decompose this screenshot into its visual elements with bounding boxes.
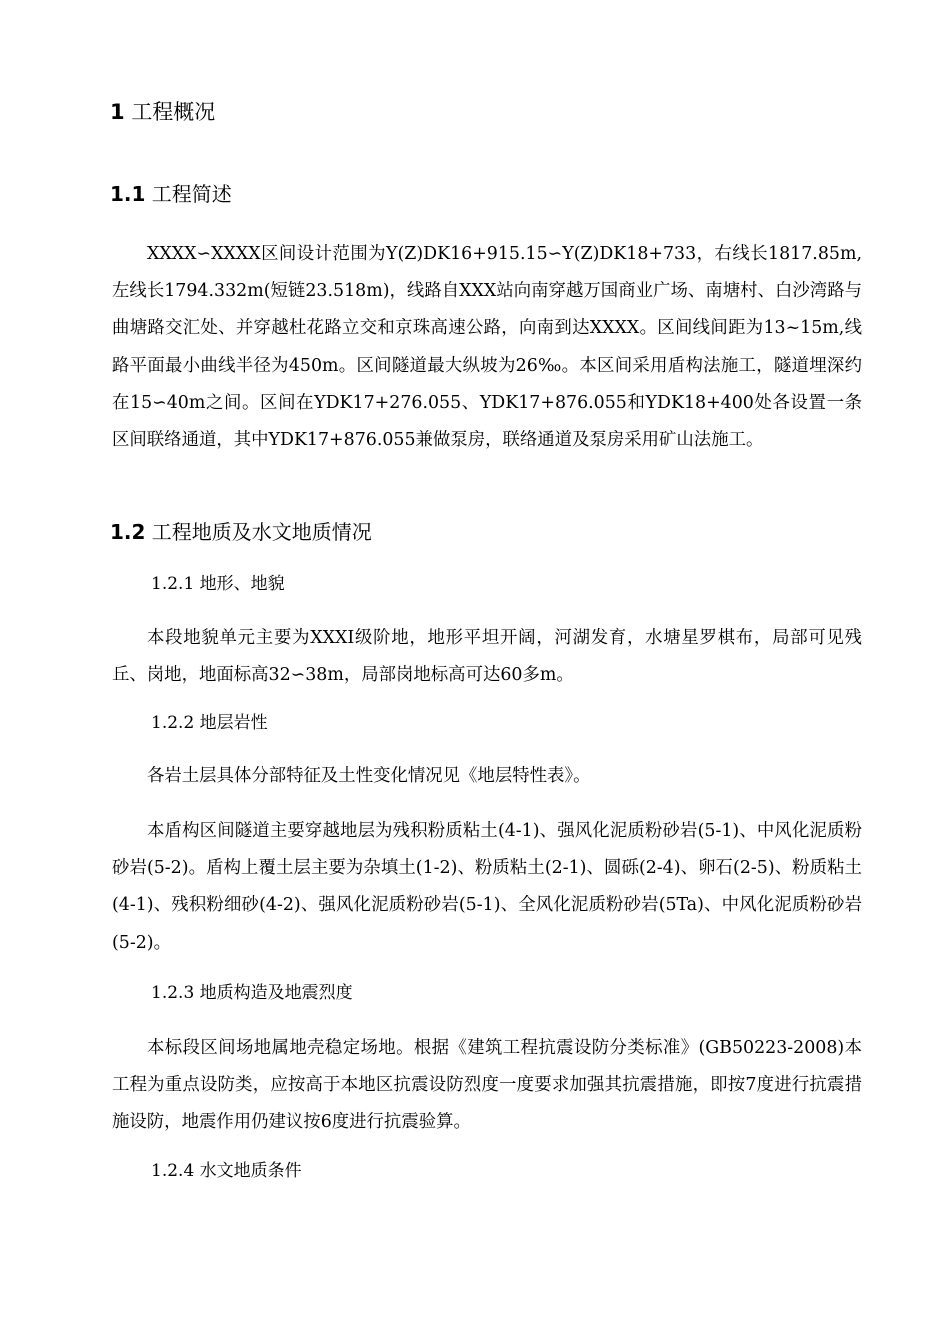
heading-1-1 <box>110 179 232 209</box>
paragraph-strata-reference: 各岩土层具体分部特征及土性变化情况见《地层特性表》。 <box>147 766 591 786</box>
heading-1-2-number: 1.2 <box>110 520 146 544</box>
heading-1-2 <box>110 517 372 547</box>
heading-1-2-4: 1.2.4 水文地质条件 <box>151 1161 302 1181</box>
paragraph-seismic: 本标段区间场地属地壳稳定场地。根据《建筑工程抗震设防分类标准》(GB50223-2008)本工程为重点设防类，应按高于本地区抗震设防烈度一度要求加强其抗震措施，即按7度进行抗震措施设防，地震作用仍建议按6度进行抗震验算。 <box>112 1038 862 1133</box>
heading-1-1-number: 1.1 <box>110 182 146 206</box>
heading-1-text: 工程概况 <box>131 100 216 124</box>
heading-1-2-2: 1.2.2 地层岩性 <box>151 713 268 733</box>
heading-1 <box>110 97 215 127</box>
paragraph-overview: XXXX∽XXXX区间设计范围为Y(Z)DK16+915.15∽Y(Z)DK18+733，右线长1817.85m,左线长1794.332m(短链23.518m)，线路自XXX站向南穿越万国商业广场、南塘村、白沙湾路与曲塘路交汇处、并穿越杜花路立交和京珠高速公路，向南到达XXXX。区间线间距为13~15m,线路平面最小曲线半径为450m。区间隧道最大纵坡为26‰。本区间采用盾构法施工，隧道埋深约在15∽40m之间。区间在YDK17+276.055、YDK17+876.055和YDK18+400处各设置一条区间联络通道，其中YDK17+876.055兼做泵房，联络通道及泵房采用矿山法施工。 <box>112 244 862 451</box>
heading-1-2-text: 工程地质及水文地质情况 <box>151 520 372 544</box>
paragraph-terrain: 本段地貌单元主要为XXXI级阶地，地形平坦开阔，河湖发育，水塘星罗棋布，局部可见残丘、岗地，地面标高32∽38m，局部岗地标高可达60多m。 <box>112 628 862 686</box>
heading-1-number: 1 <box>110 100 125 124</box>
paragraph-strata: 本盾构区间隧道主要穿越地层为残积粉质粘土(4-1)、强风化泥质粉砂岩(5-1)、中风化泥质粉砂岩(5-2)。盾构上覆土层主要为杂填土(1-2)、粉质粘土(2-1)、圆砾(2-4)、卵石(2-5)、粉质粘土(4-1)、残积粉细砂(4-2)、强风化泥质粉砂岩(5-1)、全风化泥质粉砂岩(5Ta)、中风化泥质粉砂岩(5-2)。 <box>112 821 862 953</box>
heading-1-2-1: 1.2.1 地形、地貌 <box>151 574 285 594</box>
heading-1-1-text: 工程简述 <box>151 182 232 206</box>
heading-1-2-3: 1.2.3 地质构造及地震烈度 <box>151 983 353 1003</box>
